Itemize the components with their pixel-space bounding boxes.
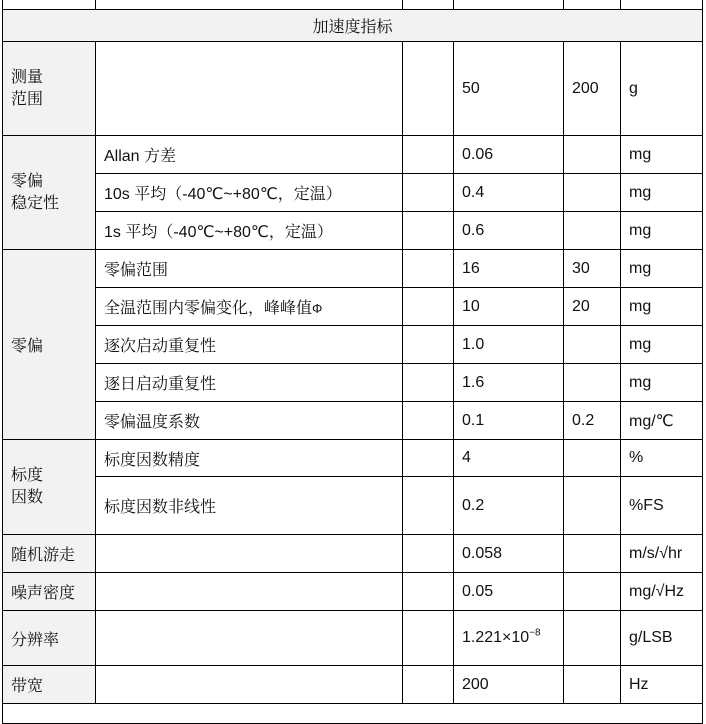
max-value [564,212,621,250]
group-label-noise-density: 噪声密度 [3,573,96,611]
typ-value: 0.2 [454,477,564,535]
min-value [403,440,454,477]
typ-value: 4 [454,440,564,477]
item-name [96,535,403,573]
phi-symbol: Φ [312,301,323,316]
random-walk-row [3,535,703,573]
unit: mg/℃ [621,402,703,440]
item-name: 标度因数精度 [96,440,403,477]
unit: mg [621,212,703,250]
min-value [403,326,454,364]
item-name: 标度因数非线性 [96,477,403,535]
group-label-bias-stability [3,136,96,250]
typ-value: 0.06 [454,136,564,174]
resolution-mantissa: 1.221×10 [462,629,530,646]
bandwidth-row [3,666,703,704]
item-name [96,611,403,666]
max-value [564,666,621,704]
item-name: Allan 方差 [96,136,403,174]
group-label-range [3,42,96,136]
min-value [403,136,454,174]
unit: g [621,42,703,136]
label-line: 因数 [11,489,44,506]
min-value [403,42,454,136]
typ-value: 16 [454,250,564,288]
typ-value: 0.058 [454,535,564,573]
typ-value: 1.6 [454,364,564,402]
unit: % [621,440,703,477]
unit: mg [621,326,703,364]
unit: %FS [621,477,703,535]
unit: mg [621,288,703,326]
item-name [96,288,403,326]
max-value [564,326,621,364]
item-name [96,42,403,136]
max-value [564,174,621,212]
typ-value: 0.1 [454,402,564,440]
label-line: 范围 [11,90,44,108]
label-line: 测量 [11,68,44,86]
min-value [403,477,454,535]
unit: g/LSB [621,611,703,666]
typ-value: 200 [454,666,564,704]
table-row [3,440,703,477]
min-value [403,250,454,288]
item-name: 零偏范围 [96,250,403,288]
max-value: 20 [564,288,621,326]
item-name [96,666,403,704]
table-row [3,212,703,250]
table-row [3,136,703,174]
item-name [96,573,403,611]
group-label-bandwidth: 带宽 [3,666,96,704]
accelerometer-spec-table [2,0,703,724]
max-value: 200 [564,42,621,136]
item-name: 零偏温度系数 [96,402,403,440]
typ-value: 0.4 [454,174,564,212]
item-name: 逐次启动重复性 [96,326,403,364]
top-edge-row [3,0,703,10]
min-value [403,666,454,704]
typ-value: 50 [454,42,564,136]
measurement-range-row [3,42,703,136]
max-value [564,535,621,573]
typ-value: 0.05 [454,573,564,611]
max-value [564,477,621,535]
table-row [3,364,703,402]
min-value [403,174,454,212]
item-name: 10s 平均（-40℃~+80℃，定温） [96,174,403,212]
table-row [3,326,703,364]
min-value [403,364,454,402]
table-row [3,402,703,440]
unit: mg [621,250,703,288]
group-label-scale-factor [3,440,96,535]
typ-value [454,611,564,666]
table-row [3,288,703,326]
max-value [564,611,621,666]
item-name: 逐日启动重复性 [96,364,403,402]
resolution-exponent: −8 [529,627,541,639]
typ-value: 0.6 [454,212,564,250]
unit: mg [621,136,703,174]
min-value [403,573,454,611]
table-row [3,477,703,535]
unit: Hz [621,666,703,704]
group-label-random-walk: 随机游走 [3,535,96,573]
bottom-edge-row [3,704,703,724]
unit: mg/√Hz [621,573,703,611]
min-value [403,212,454,250]
max-value [564,573,621,611]
max-value: 0.2 [564,402,621,440]
noise-density-row [3,573,703,611]
item-name: 1s 平均（-40℃~+80℃，定温） [96,212,403,250]
min-value [403,535,454,573]
typ-value: 10 [454,288,564,326]
max-value [564,440,621,477]
resolution-row [3,611,703,666]
label-line: 稳定性 [11,194,60,212]
item-name-text: 全温范围内零偏变化，峰峰值 [104,300,313,317]
unit: m/s/√hr [621,535,703,573]
max-value [564,364,621,402]
group-label-bias: 零偏 [3,250,96,440]
table-row [3,174,703,212]
unit: mg [621,364,703,402]
min-value [403,611,454,666]
section-header-row [3,10,703,42]
section-title: 加速度指标 [3,10,703,42]
max-value [564,136,621,174]
min-value [403,402,454,440]
label-line: 标度 [11,467,44,484]
typ-value: 1.0 [454,326,564,364]
min-value [403,288,454,326]
label-line: 零偏 [11,172,44,190]
group-label-resolution: 分辨率 [3,611,96,666]
unit: mg [621,174,703,212]
max-value: 30 [564,250,621,288]
table-row [3,250,703,288]
